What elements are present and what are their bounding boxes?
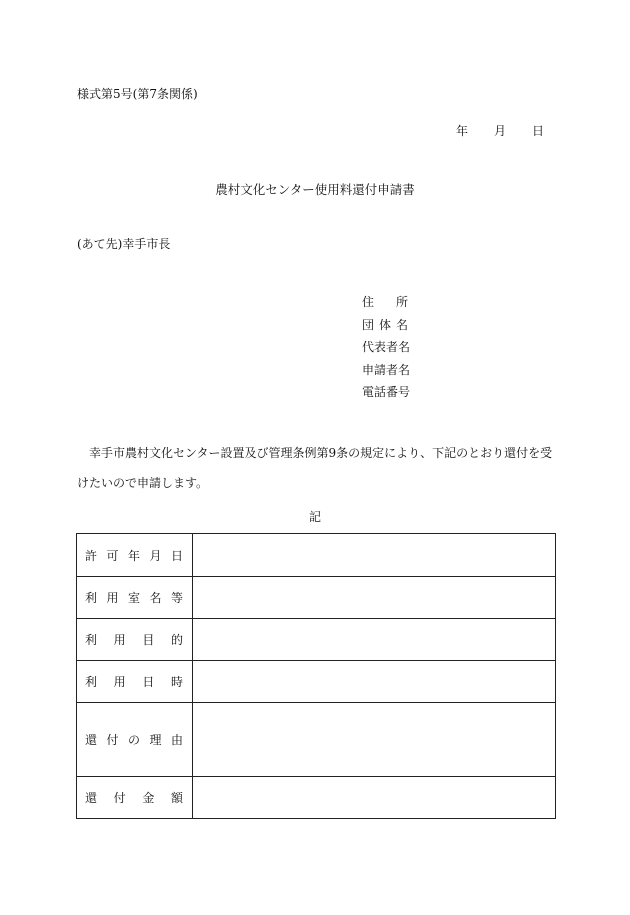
table-label: 還 付 の 理 由: [85, 733, 183, 747]
applicant-value[interactable]: [408, 359, 588, 382]
table-label: 利 用 室 名 等: [85, 591, 183, 605]
table-label: 利 用 日 時: [85, 675, 183, 689]
applicant-row-organization: [362, 314, 588, 337]
table-row: [77, 777, 556, 819]
document-title: 農村文化センター使用料還付申請書: [215, 182, 415, 197]
table-value-cell[interactable]: [193, 661, 556, 703]
date-year-label: 年: [456, 124, 469, 138]
ki-heading: 記: [308, 510, 321, 524]
table-label: 許 可 年 月 日: [85, 548, 183, 563]
applicant-value[interactable]: [408, 381, 588, 404]
applicant-row-applicant: [362, 359, 588, 382]
table-label: 利 用 目 的: [85, 633, 183, 647]
applicant-block: [362, 291, 588, 404]
applicant-label: 住 所: [362, 295, 408, 309]
applicant-value[interactable]: [408, 336, 588, 359]
applicant-row-phone: [362, 381, 588, 404]
table-label-cell: [77, 534, 193, 577]
table-value-cell[interactable]: [193, 703, 556, 777]
table-label-cell: [77, 703, 193, 777]
table-row: [77, 703, 556, 777]
applicant-label: 電 話 番 号: [362, 385, 411, 399]
record-table: [76, 533, 556, 819]
applicant-label: 団 体 名: [362, 317, 408, 332]
table-value-cell[interactable]: [193, 619, 556, 661]
form-number: 様式第5号(第7条関係): [77, 87, 198, 101]
table-label-cell: [77, 619, 193, 661]
table-value-cell[interactable]: [193, 777, 556, 819]
table-row: [77, 577, 556, 619]
body-text: 幸手市農村文化センター設置及び管理条例第9条の規定により、下記のとおり還付を受けたいので申請します。: [77, 446, 553, 490]
table-label: 還 付 金 額: [85, 791, 183, 805]
table-row: [77, 619, 556, 661]
applicant-value[interactable]: [408, 314, 588, 337]
date-month-label: 月: [494, 124, 507, 138]
table-value-cell[interactable]: [193, 577, 556, 619]
applicant-label: 代 表 者 名: [362, 340, 411, 354]
table-label-cell: [77, 661, 193, 703]
applicant-value[interactable]: [408, 291, 588, 314]
table-row: [77, 534, 556, 577]
date-line: [456, 122, 544, 139]
table-label-cell: [77, 577, 193, 619]
applicant-row-address: [362, 291, 588, 314]
applicant-label: 申 請 者 名: [362, 362, 411, 377]
applicant-row-representative: [362, 336, 588, 359]
table-row: [77, 661, 556, 703]
addressee: (あて先)幸手市長: [77, 237, 171, 251]
table-label-cell: [77, 777, 193, 819]
table-value-cell[interactable]: [193, 534, 556, 577]
date-day-label: 日: [532, 124, 545, 138]
